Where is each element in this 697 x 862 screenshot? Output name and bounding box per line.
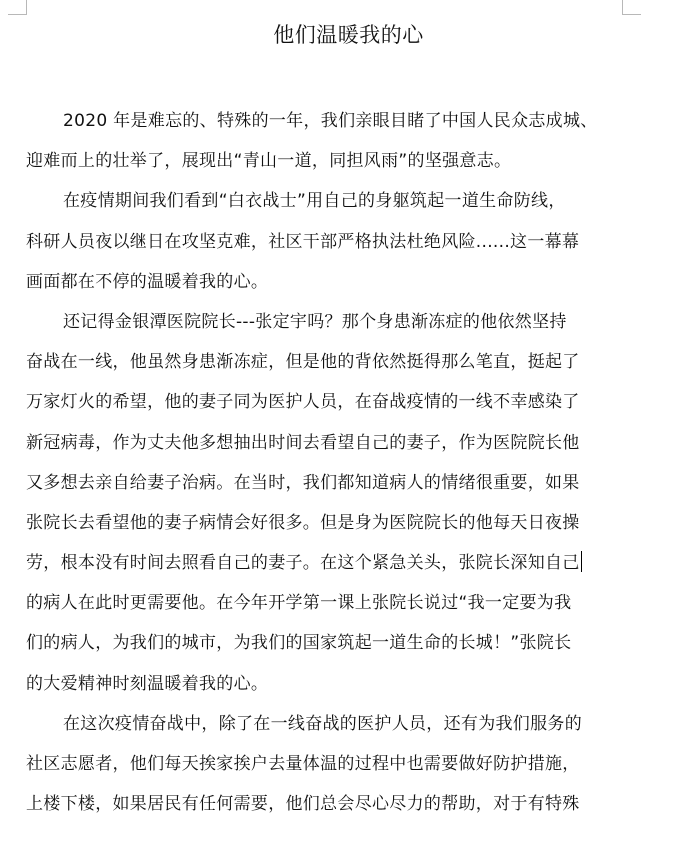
text-line[interactable]: 万家灯火的希望，他的妻子同为医护人员，在奋战疫情的一线不幸感染了: [26, 392, 580, 413]
text-line-with-cursor[interactable]: [26, 543, 626, 583]
text-line[interactable]: 画面都在不停的温暖着我的心。: [26, 271, 269, 292]
text-line[interactable]: 科研人员夜以继日在攻坚克难，社区干部严格执法杜绝风险......这一幕幕: [26, 231, 580, 252]
text-cursor: [581, 551, 582, 572]
paragraph[interactable]: [26, 181, 626, 302]
text-line[interactable]: 奋战在一线，他虽然身患渐冻症，但是他的背依然挺得那么笔直，挺起了: [26, 352, 580, 373]
paragraph[interactable]: [26, 302, 626, 704]
text-line[interactable]: 们的病人，为我们的城市，为我们的国家筑起一道生命的长城！”张院长: [26, 633, 572, 654]
text-line[interactable]: 迎难而上的壮举了，展现出“青山一道，同担风雨”的坚强意志。: [26, 151, 512, 172]
text-line[interactable]: 2020 年是难忘的、特殊的一年，我们亲眼目睹了中国人民众志成城、: [63, 111, 598, 131]
text-line[interactable]: 的大爱精神时刻温暖着我的心。: [26, 673, 269, 694]
paragraph[interactable]: [26, 101, 626, 181]
text-line[interactable]: 社区志愿者，他们每天挨家挨户去量体温的过程中也需要做好防护措施，: [26, 754, 580, 774]
text-line-content[interactable]: 劳，根本没有时间去照看自己的妻子。在这个紧急关头，张院长深知自己: [26, 553, 580, 574]
text-line[interactable]: 上楼下楼，如果居民有任何需要，他们总会尽心尽力的帮助，对于有特殊: [26, 794, 580, 815]
text-line[interactable]: 在这次疫情奋战中，除了在一线奋战的医护人员，还有为我们服务的: [63, 713, 582, 734]
left-margin-corner-mark: [8, 0, 27, 15]
text-line[interactable]: 又多想去亲自给妻子治病。在当时，我们都知道病人的情绪很重要，如果: [26, 472, 580, 493]
text-line[interactable]: 还记得金银潭医院院长---张定宇吗？那个身患渐冻症的他依然坚持: [63, 311, 567, 332]
document-title[interactable]: 他们温暖我的心: [273, 23, 424, 47]
text-line[interactable]: 张院长去看望他的妻子病情会好很多。但是身为医院院长的他每天日夜操: [26, 512, 580, 533]
text-line[interactable]: 新冠病毒，作为丈夫他多想抽出时间去看望自己的妻子，作为医院院长他: [26, 432, 580, 453]
paragraph[interactable]: [26, 704, 626, 825]
text-line[interactable]: 在疫情期间我们看到“白衣战士”用自己的身躯筑起一道生命防线，: [63, 191, 566, 212]
text-line[interactable]: 的病人在此时更需要他。在今年开学第一课上张院长说过“我一定要为我: [26, 593, 572, 614]
right-margin-corner-mark: [622, 0, 641, 15]
document-body[interactable]: [26, 101, 626, 824]
